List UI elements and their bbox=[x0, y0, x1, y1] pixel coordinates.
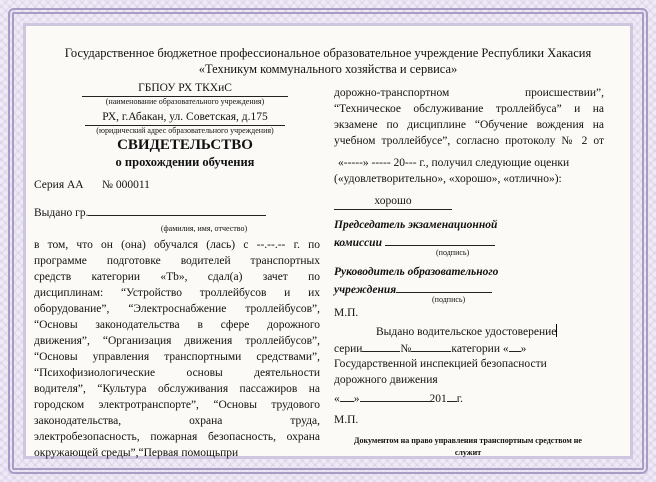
issue-year-blank bbox=[447, 390, 457, 402]
right-body-text bbox=[334, 85, 604, 149]
text-cursor bbox=[556, 324, 557, 337]
series-label: Серия АА bbox=[34, 179, 84, 191]
license-number-label: № bbox=[400, 343, 412, 355]
license-issued-line bbox=[376, 324, 557, 340]
license-issued: Выдано водительское удостоверение bbox=[376, 326, 557, 338]
date-line: «-----» ----- 20--- г., получил следующие оценки bbox=[338, 157, 570, 169]
inspection-line-1: Государственной инспекцией безопасности bbox=[334, 358, 547, 370]
grade-field bbox=[334, 193, 452, 210]
left-text-line: “Основы управления транспортными средствами”, bbox=[34, 351, 320, 363]
address: РХ, г.Абакан, ул. Советская, д.175 bbox=[85, 109, 285, 126]
right-text-line: экзамене по дисциплине “Обучение вождения на bbox=[334, 119, 604, 131]
stamp-place-1: М.П. bbox=[334, 307, 359, 319]
left-text-line: средств категории «Tb», сдал(а) зачет по bbox=[34, 271, 320, 283]
address-field bbox=[62, 109, 308, 126]
header-line-2: «Техникум коммунального хозяйства и сервиса» bbox=[198, 62, 458, 76]
issued-caption: (фамилия, имя, отчество) bbox=[160, 224, 248, 233]
org-name: ГБПОУ РХ ТКХиС bbox=[82, 80, 288, 97]
left-text-line: в том, что он (она) обучался (лась) с --.--.-- г. по bbox=[34, 239, 320, 251]
number-label: № 000011 bbox=[102, 179, 150, 191]
license-category-blank bbox=[509, 340, 521, 352]
head-signature-blank bbox=[396, 281, 492, 293]
address-caption: (юридический адрес образовательного учреждения) bbox=[96, 126, 274, 135]
license-series-label: серии bbox=[334, 343, 363, 355]
inspection-line-2: дорожного движения bbox=[334, 374, 438, 386]
left-text-line: городском электротранспорте”, “Основы трудового bbox=[34, 399, 320, 411]
left-text-line: электробезопасность, пожарная безопасность, охрана bbox=[34, 431, 320, 443]
license-category-label: категории « bbox=[451, 343, 509, 355]
doc-subtitle: о прохождении обучения bbox=[115, 155, 255, 169]
right-text-line: дорожно-транспортном происшествии”, bbox=[334, 87, 604, 99]
issued-name-blank bbox=[88, 203, 266, 216]
chair-signature-caption: (подпись) bbox=[436, 248, 470, 257]
chair-field bbox=[334, 234, 495, 249]
head-label-1: Руководитель образовательного bbox=[334, 266, 499, 278]
issue-date-close: » bbox=[353, 393, 360, 405]
left-text-line: программе подготовке водителей транспортных bbox=[34, 255, 320, 267]
doc-title: СВИДЕТЕЛЬСТВО bbox=[117, 137, 253, 153]
license-category-end: » bbox=[520, 343, 527, 355]
license-series-blank bbox=[362, 340, 400, 352]
header-line-1: Государственное бюджетное профессиональное образовательное учреждение Республики Хакасия bbox=[64, 46, 592, 60]
left-text-line: водителя”, “Культура обслуживания пассажиров на bbox=[34, 383, 320, 395]
left-text-line: законодательства, охрана труда, bbox=[34, 415, 320, 427]
chair-label-1: Председатель экзаменационной bbox=[334, 219, 498, 231]
org-name-field bbox=[62, 80, 308, 97]
issue-month-blank bbox=[360, 390, 430, 402]
footer-note-2: служит bbox=[454, 448, 482, 457]
license-number-blank bbox=[411, 340, 451, 352]
head-label-2: учреждения bbox=[334, 284, 397, 296]
license-series-line bbox=[334, 340, 526, 357]
grades-line: («удовлетворительно», «хорошо», «отлично»): bbox=[334, 173, 562, 185]
issue-date-line bbox=[334, 390, 463, 407]
left-text-line: дисциплинам: “Устройство троллейбусов и их bbox=[34, 287, 320, 299]
head-signature-caption: (подпись) bbox=[432, 295, 466, 304]
left-text-line: движения”, “Организация движения троллейбусов”, bbox=[34, 335, 320, 347]
issue-year: 201 bbox=[429, 393, 447, 405]
right-text-line: “Техническое обслуживание троллейбуса” и на bbox=[334, 103, 604, 115]
right-text-line: учебном троллейбусе”, согласно протоколу № 2 от bbox=[334, 135, 604, 147]
left-text-line: оборудование”, “Электроснабжение троллейбусов”, bbox=[34, 303, 320, 315]
org-caption: (наименование образовательного учреждения) bbox=[105, 97, 265, 106]
left-text-line: окружающей среды”,“Первая помощьпри bbox=[34, 447, 239, 459]
issued-field bbox=[34, 203, 266, 221]
issue-day-blank bbox=[340, 390, 354, 402]
issued-label: Выдано гр. bbox=[34, 207, 89, 219]
issue-year-suffix: г. bbox=[456, 393, 464, 405]
issue-date-open: « bbox=[334, 393, 340, 405]
stamp-place-2: М.П. bbox=[334, 414, 359, 426]
chair-label-2: комиссии bbox=[334, 237, 382, 249]
footer-note-1: Документом на право управления транспортным средством не bbox=[354, 436, 582, 445]
chair-signature-blank bbox=[385, 234, 495, 246]
head-field bbox=[334, 281, 492, 296]
left-body-text bbox=[34, 237, 320, 461]
left-text-line: “Основы законодательства в сфере дорожного bbox=[34, 319, 320, 331]
grade-value: хорошо bbox=[334, 193, 452, 210]
left-text-line: “Психофизиологические основы деятельности bbox=[34, 367, 320, 379]
